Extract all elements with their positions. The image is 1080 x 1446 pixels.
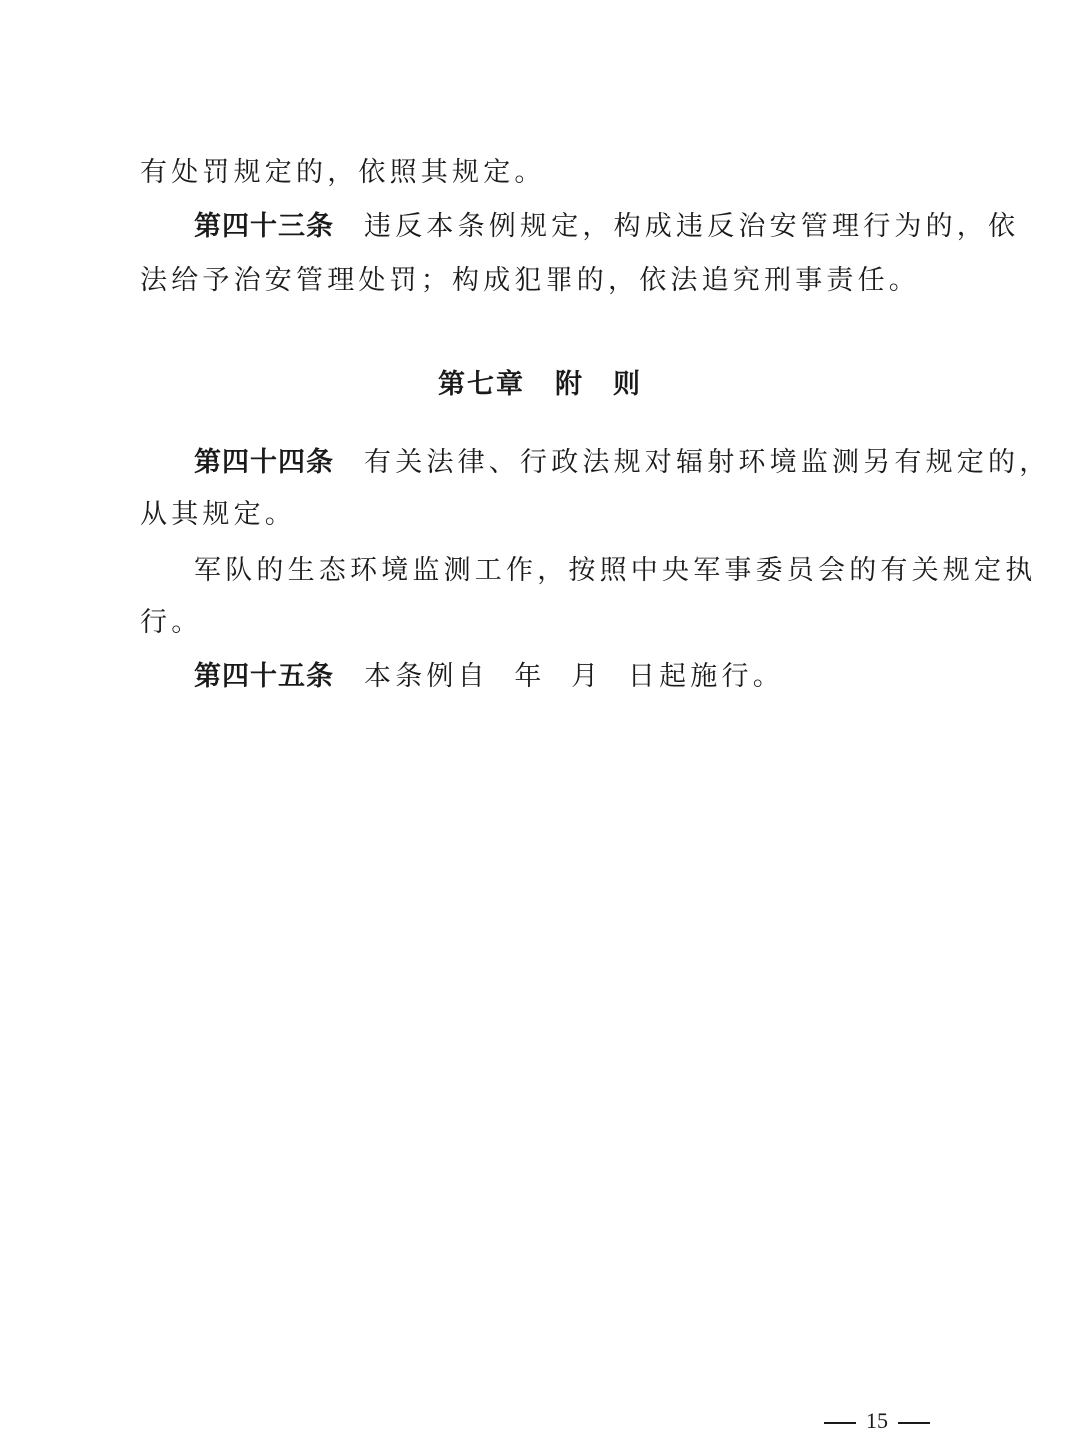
paragraph-text: 违反本条例规定，构成违反治安管理行为的，依 xyxy=(364,211,1020,242)
paragraph-line xyxy=(140,498,296,532)
chapter-heading xyxy=(0,368,1080,402)
article-number-45: 第四十五条 xyxy=(194,661,334,692)
paragraph-text: 法给予治安管理处罚；构成犯罪的，依法追究刑事责任。 xyxy=(140,265,920,296)
paragraph-line xyxy=(194,554,1036,588)
paragraph-text: 有处罚规定的，依照其规定。 xyxy=(140,157,546,188)
page-number: 15 xyxy=(866,1408,888,1433)
paragraph-line xyxy=(140,264,920,298)
article-number-44: 第四十四条 xyxy=(194,447,334,478)
paragraph-text: 有关法律、行政法规对辐射环境监测另有规定的， xyxy=(364,447,1051,478)
paragraph-text: 军队的生态环境监测工作，按照中央军事委员会的有关规定执 xyxy=(194,555,1037,586)
article-44-first-line xyxy=(194,446,1050,480)
article-43-first-line xyxy=(194,210,1019,244)
dash-icon xyxy=(824,1422,856,1424)
dash-icon xyxy=(898,1422,930,1424)
paragraph-text: 本条例自 年 月 日起施行。 xyxy=(364,661,784,692)
article-45-line xyxy=(194,660,784,694)
paragraph-text: 从其规定。 xyxy=(140,499,296,530)
paragraph-line xyxy=(140,156,546,190)
page-footer xyxy=(814,1408,940,1434)
article-number-43: 第四十三条 xyxy=(194,211,334,242)
chapter-number: 第七章 xyxy=(438,369,525,400)
paragraph-text: 行。 xyxy=(140,607,203,638)
chapter-title: 附 则 xyxy=(555,369,642,400)
paragraph-line xyxy=(140,606,202,640)
